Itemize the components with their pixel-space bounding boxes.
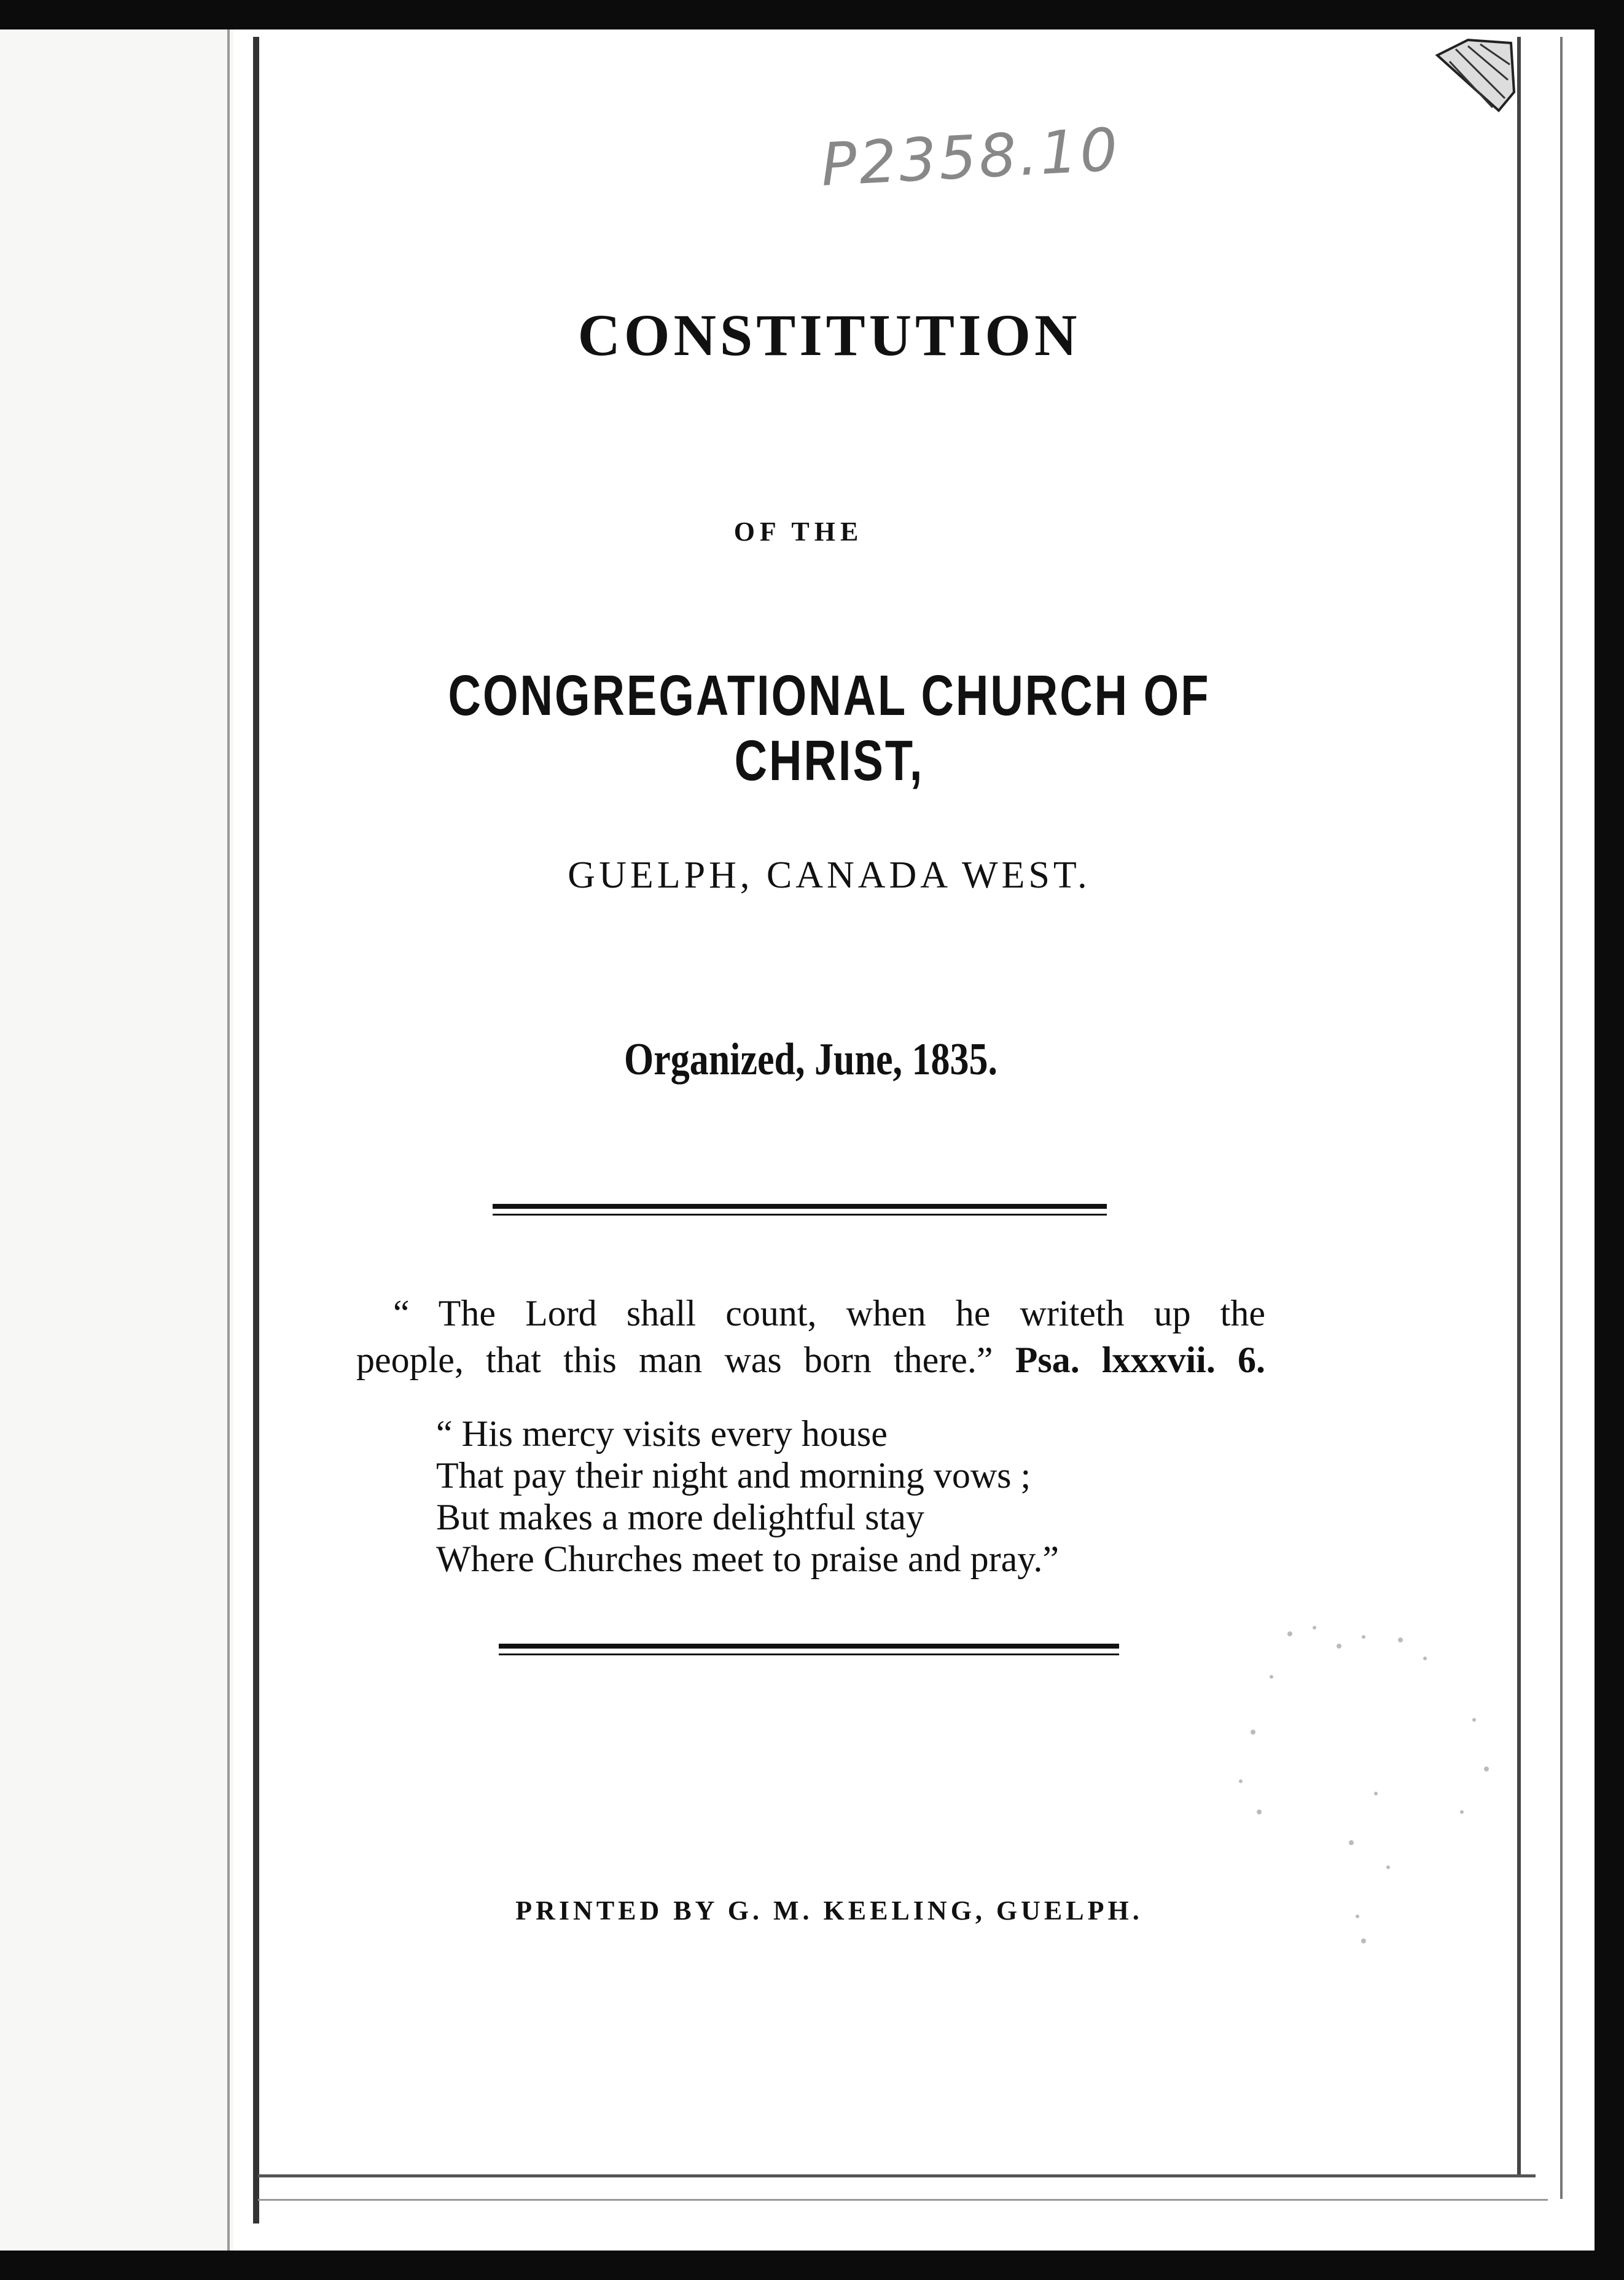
paper-specks [1216, 1609, 1511, 1953]
verse-line: But makes a more delightful stay [436, 1497, 924, 1537]
scan-border-right [1595, 0, 1624, 2280]
scan-border-top [0, 0, 1624, 29]
page-edge-bottom-outer [258, 2199, 1548, 2201]
organized-date: Organized, June, 1835. [624, 1034, 997, 1085]
quote-line-2 [356, 1337, 1265, 1383]
page-fold-line [253, 37, 259, 2223]
location: GUELPH, CANADA WEST. [568, 854, 1091, 896]
verse-line: “ His mercy visits every house [436, 1413, 888, 1454]
church-name: CONGREGATIONAL CHURCH OF CHRIST, [448, 663, 1211, 792]
facing-page [0, 29, 233, 2251]
handwritten-shelfmark: P2358.10 [819, 115, 1122, 200]
scripture-quote [356, 1290, 1265, 1383]
verse-line: Where Churches meet to praise and pray.” [436, 1539, 1059, 1579]
quote-line-2-text: people, that this man was born there.” [356, 1340, 993, 1380]
title-connector: OF THE [733, 517, 864, 547]
verse-line: That pay their night and morning vows ; [436, 1455, 1031, 1496]
page-edge-bottom [258, 2174, 1536, 2177]
scan-border-bottom [0, 2251, 1624, 2280]
page-edge-right [1517, 37, 1521, 2174]
hymn-verse [436, 1413, 1235, 1580]
scripture-reference: Psa. lxxxvii. 6. [1015, 1340, 1265, 1380]
decorative-rule-bottom [499, 1644, 1119, 1655]
page-edge-right-outer [1560, 37, 1563, 2199]
decorative-rule-top [493, 1204, 1107, 1216]
printer-imprint: PRINTED BY G. M. KEELING, GUELPH. [515, 1895, 1143, 1926]
document-title: CONSTITUTION [577, 302, 1081, 368]
torn-corner-mark [1431, 37, 1517, 123]
quote-line-1: “ The Lord shall count, when he writeth up the [393, 1293, 1265, 1333]
